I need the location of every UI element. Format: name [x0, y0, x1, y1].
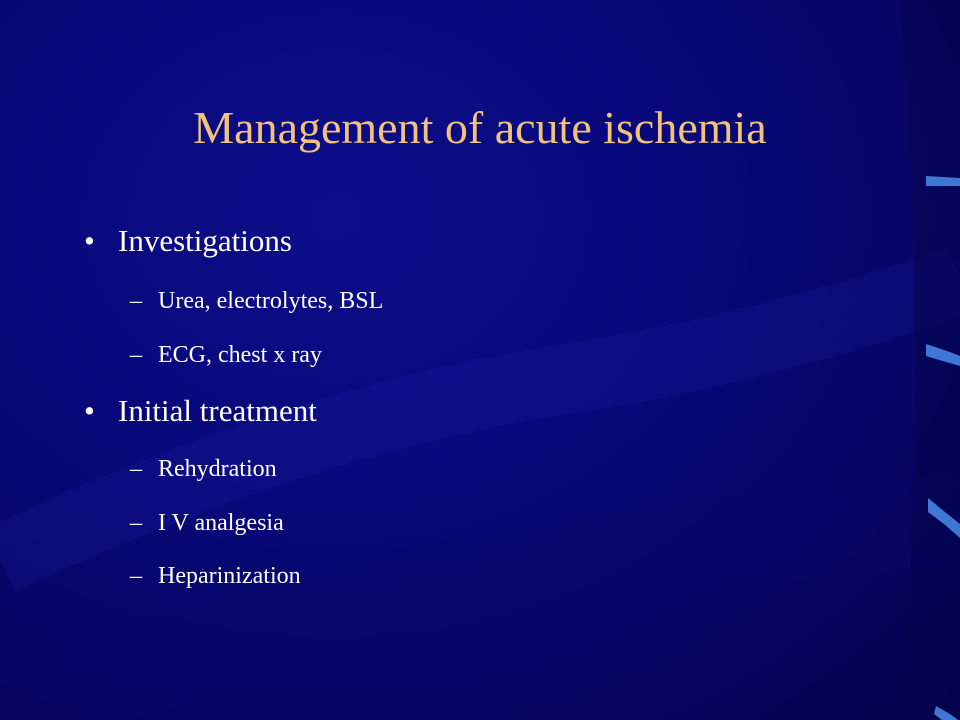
bullet-marker: • — [84, 393, 95, 428]
sub-item: Heparinization — [158, 563, 301, 589]
sub-item: ECG, chest x ray — [158, 342, 322, 368]
bullet-investigations: Investigations — [118, 223, 292, 258]
dash-marker: – — [130, 288, 142, 314]
sub-item: Urea, electrolytes, BSL — [158, 288, 384, 314]
dash-marker: – — [130, 342, 142, 368]
sub-item: Rehydration — [158, 456, 277, 482]
sub-item: I V analgesia — [158, 510, 284, 536]
dash-marker: – — [130, 563, 142, 589]
bullet-initial-treatment: Initial treatment — [118, 393, 317, 428]
bullet-marker: • — [84, 223, 95, 258]
dash-marker: – — [130, 456, 142, 482]
dash-marker: – — [130, 510, 142, 536]
slide-title: Management of acute ischemia — [193, 102, 767, 153]
